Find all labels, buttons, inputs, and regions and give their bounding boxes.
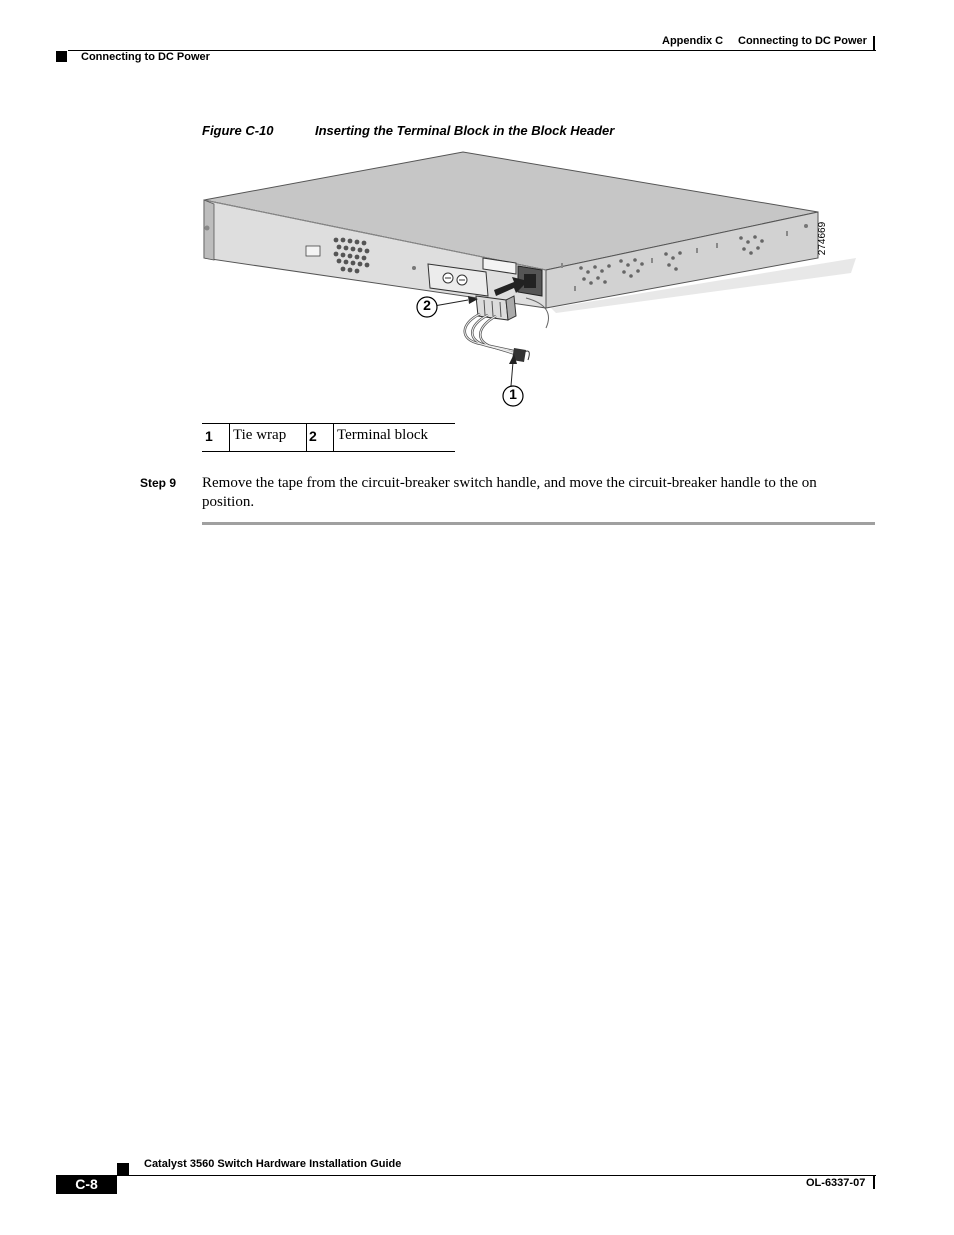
figure-number: Figure C-10	[202, 123, 274, 138]
footer-end-marker	[873, 1176, 875, 1189]
callout-1-label: 1	[509, 386, 517, 402]
section-marker	[56, 51, 67, 62]
legend-label-2: Terminal block	[337, 427, 429, 443]
header-marker	[873, 36, 875, 51]
step-end-rule	[202, 522, 875, 525]
step-text: Remove the tape from the circuit-breaker switch handle, and move the circuit-breaker handle to the on position.	[202, 475, 817, 510]
switch-illustration	[196, 148, 860, 414]
figure-legend-table	[202, 423, 455, 452]
figure-title: Inserting the Terminal Block in the Block Header	[315, 123, 615, 138]
section-title: Connecting to DC Power	[81, 51, 210, 63]
chapter-title: Connecting to DC Power	[738, 35, 867, 47]
page-number: C-8	[56, 1175, 117, 1194]
step-label: Step 9	[140, 476, 177, 490]
legend-num-1: 1	[205, 428, 213, 444]
guide-title: Catalyst 3560 Switch Hardware Installation Guide	[144, 1158, 402, 1170]
legend-label-1: Tie wrap	[233, 427, 287, 443]
legend-num-2: 2	[309, 428, 317, 444]
doc-number: OL-6337-07	[806, 1177, 866, 1189]
art-id: 274669	[817, 221, 829, 256]
appendix-label: Appendix C	[662, 35, 724, 47]
callout-2-label: 2	[423, 297, 431, 313]
footer-marker	[117, 1163, 129, 1175]
footer-rule	[117, 1175, 876, 1176]
